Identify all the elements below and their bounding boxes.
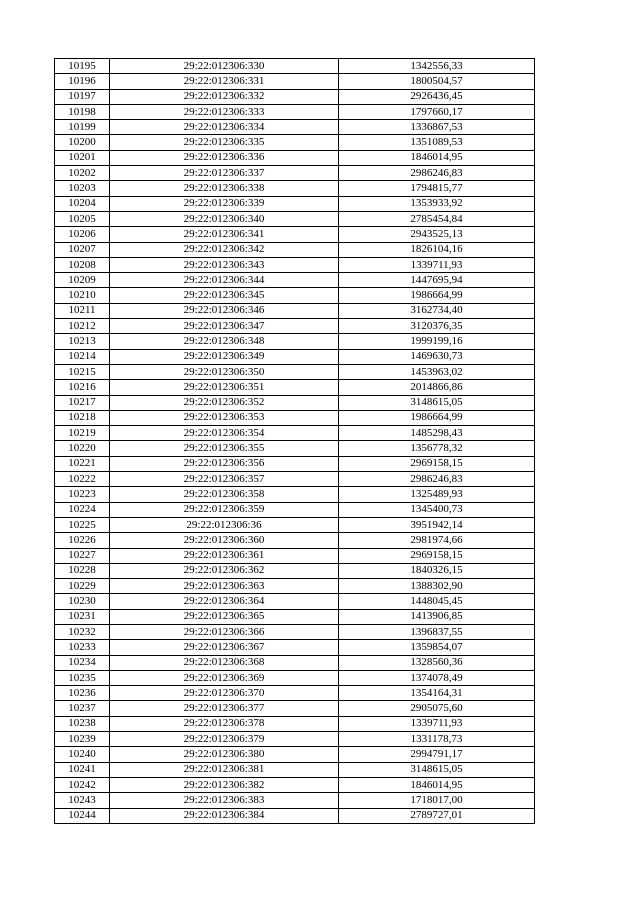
cadastral-value-cell: 1826104,16 bbox=[339, 242, 535, 257]
cadastral-value-cell: 1374078,49 bbox=[339, 670, 535, 685]
cadastral-value-cell: 1453963,02 bbox=[339, 364, 535, 379]
table-row bbox=[55, 334, 535, 349]
row-number-cell: 10207 bbox=[55, 242, 110, 257]
cadastral-number-cell: 29:22:012306:359 bbox=[110, 502, 339, 517]
table-row bbox=[55, 364, 535, 379]
cadastral-number-cell: 29:22:012306:345 bbox=[110, 288, 339, 303]
row-number-cell: 10227 bbox=[55, 548, 110, 563]
cadastral-value-cell: 1846014,95 bbox=[339, 150, 535, 165]
cadastral-number-cell: 29:22:012306:357 bbox=[110, 472, 339, 487]
cadastral-value-cell: 1396837,55 bbox=[339, 624, 535, 639]
cadastral-number-cell: 29:22:012306:379 bbox=[110, 732, 339, 747]
table-row bbox=[55, 395, 535, 410]
cadastral-value-cell: 1388302,90 bbox=[339, 579, 535, 594]
table-row bbox=[55, 594, 535, 609]
table-row bbox=[55, 670, 535, 685]
row-number-cell: 10214 bbox=[55, 349, 110, 364]
row-number-cell: 10236 bbox=[55, 686, 110, 701]
cadastral-number-cell: 29:22:012306:353 bbox=[110, 410, 339, 425]
row-number-cell: 10195 bbox=[55, 59, 110, 74]
cadastral-number-cell: 29:22:012306:332 bbox=[110, 89, 339, 104]
table-row bbox=[55, 426, 535, 441]
row-number-cell: 10240 bbox=[55, 747, 110, 762]
table-row bbox=[55, 655, 535, 670]
cadastral-number-cell: 29:22:012306:377 bbox=[110, 701, 339, 716]
cadastral-value-cell: 1328560,36 bbox=[339, 655, 535, 670]
cadastral-value-table bbox=[54, 58, 535, 824]
table-row bbox=[55, 410, 535, 425]
cadastral-number-cell: 29:22:012306:352 bbox=[110, 395, 339, 410]
cadastral-value-cell: 1342556,33 bbox=[339, 59, 535, 74]
row-number-cell: 10229 bbox=[55, 579, 110, 594]
table-row bbox=[55, 196, 535, 211]
cadastral-number-cell: 29:22:012306:346 bbox=[110, 303, 339, 318]
row-number-cell: 10231 bbox=[55, 609, 110, 624]
row-number-cell: 10221 bbox=[55, 456, 110, 471]
row-number-cell: 10235 bbox=[55, 670, 110, 685]
cadastral-value-cell: 2969158,15 bbox=[339, 456, 535, 471]
row-number-cell: 10234 bbox=[55, 655, 110, 670]
table-row bbox=[55, 609, 535, 624]
cadastral-value-cell: 2969158,15 bbox=[339, 548, 535, 563]
row-number-cell: 10223 bbox=[55, 487, 110, 502]
cadastral-number-cell: 29:22:012306:337 bbox=[110, 166, 339, 181]
row-number-cell: 10244 bbox=[55, 808, 110, 823]
table-row bbox=[55, 380, 535, 395]
row-number-cell: 10225 bbox=[55, 517, 110, 532]
cadastral-value-cell: 2981974,66 bbox=[339, 533, 535, 548]
cadastral-value-cell: 2943525,13 bbox=[339, 227, 535, 242]
cadastral-value-cell: 1339711,93 bbox=[339, 257, 535, 272]
row-number-cell: 10201 bbox=[55, 150, 110, 165]
table-row bbox=[55, 166, 535, 181]
table-row bbox=[55, 456, 535, 471]
cadastral-number-cell: 29:22:012306:340 bbox=[110, 211, 339, 226]
cadastral-number-cell: 29:22:012306:335 bbox=[110, 135, 339, 150]
row-number-cell: 10242 bbox=[55, 777, 110, 792]
row-number-cell: 10219 bbox=[55, 426, 110, 441]
table-row bbox=[55, 640, 535, 655]
cadastral-number-cell: 29:22:012306:358 bbox=[110, 487, 339, 502]
cadastral-value-cell: 2789727,01 bbox=[339, 808, 535, 823]
cadastral-value-cell: 1336867,53 bbox=[339, 120, 535, 135]
cadastral-number-cell: 29:22:012306:339 bbox=[110, 196, 339, 211]
row-number-cell: 10220 bbox=[55, 441, 110, 456]
table-row bbox=[55, 747, 535, 762]
table-row bbox=[55, 502, 535, 517]
cadastral-value-cell: 1469630,73 bbox=[339, 349, 535, 364]
table-row bbox=[55, 303, 535, 318]
table-row bbox=[55, 793, 535, 808]
row-number-cell: 10196 bbox=[55, 74, 110, 89]
cadastral-number-cell: 29:22:012306:330 bbox=[110, 59, 339, 74]
cadastral-number-cell: 29:22:012306:364 bbox=[110, 594, 339, 609]
row-number-cell: 10230 bbox=[55, 594, 110, 609]
cadastral-value-cell: 2986246,83 bbox=[339, 472, 535, 487]
row-number-cell: 10199 bbox=[55, 120, 110, 135]
row-number-cell: 10222 bbox=[55, 472, 110, 487]
cadastral-value-cell: 2785454,84 bbox=[339, 211, 535, 226]
cadastral-value-cell: 1345400,73 bbox=[339, 502, 535, 517]
cadastral-number-cell: 29:22:012306:365 bbox=[110, 609, 339, 624]
cadastral-value-cell: 1485298,43 bbox=[339, 426, 535, 441]
cadastral-number-cell: 29:22:012306:333 bbox=[110, 104, 339, 119]
cadastral-number-cell: 29:22:012306:366 bbox=[110, 624, 339, 639]
table-row bbox=[55, 563, 535, 578]
cadastral-value-cell: 2986246,83 bbox=[339, 166, 535, 181]
cadastral-value-cell: 2994791,17 bbox=[339, 747, 535, 762]
cadastral-value-cell: 1359854,07 bbox=[339, 640, 535, 655]
row-number-cell: 10202 bbox=[55, 166, 110, 181]
row-number-cell: 10208 bbox=[55, 257, 110, 272]
table-body bbox=[55, 59, 535, 824]
table-row bbox=[55, 472, 535, 487]
document-page bbox=[54, 58, 534, 824]
row-number-cell: 10209 bbox=[55, 273, 110, 288]
row-number-cell: 10226 bbox=[55, 533, 110, 548]
table-row bbox=[55, 517, 535, 532]
cadastral-number-cell: 29:22:012306:349 bbox=[110, 349, 339, 364]
cadastral-number-cell: 29:22:012306:381 bbox=[110, 762, 339, 777]
cadastral-number-cell: 29:22:012306:378 bbox=[110, 716, 339, 731]
cadastral-value-cell: 1356778,32 bbox=[339, 441, 535, 456]
cadastral-number-cell: 29:22:012306:336 bbox=[110, 150, 339, 165]
cadastral-value-cell: 1354164,31 bbox=[339, 686, 535, 701]
cadastral-value-cell: 1797660,17 bbox=[339, 104, 535, 119]
row-number-cell: 10237 bbox=[55, 701, 110, 716]
table-row bbox=[55, 273, 535, 288]
cadastral-value-cell: 1331178,73 bbox=[339, 732, 535, 747]
cadastral-number-cell: 29:22:012306:347 bbox=[110, 319, 339, 334]
cadastral-value-cell: 1718017,00 bbox=[339, 793, 535, 808]
cadastral-value-cell: 3951942,14 bbox=[339, 517, 535, 532]
table-row bbox=[55, 89, 535, 104]
row-number-cell: 10200 bbox=[55, 135, 110, 150]
row-number-cell: 10228 bbox=[55, 563, 110, 578]
row-number-cell: 10216 bbox=[55, 380, 110, 395]
cadastral-value-cell: 1846014,95 bbox=[339, 777, 535, 792]
cadastral-value-cell: 1413906,85 bbox=[339, 609, 535, 624]
cadastral-value-cell: 1800504,57 bbox=[339, 74, 535, 89]
row-number-cell: 10241 bbox=[55, 762, 110, 777]
cadastral-number-cell: 29:22:012306:363 bbox=[110, 579, 339, 594]
cadastral-number-cell: 29:22:012306:384 bbox=[110, 808, 339, 823]
cadastral-value-cell: 1447695,94 bbox=[339, 273, 535, 288]
cadastral-value-cell: 1999199,16 bbox=[339, 334, 535, 349]
cadastral-number-cell: 29:22:012306:368 bbox=[110, 655, 339, 670]
cadastral-value-cell: 3162734,40 bbox=[339, 303, 535, 318]
row-number-cell: 10233 bbox=[55, 640, 110, 655]
cadastral-number-cell: 29:22:012306:354 bbox=[110, 426, 339, 441]
cadastral-value-cell: 3148615,05 bbox=[339, 762, 535, 777]
cadastral-number-cell: 29:22:012306:334 bbox=[110, 120, 339, 135]
table-row bbox=[55, 533, 535, 548]
row-number-cell: 10224 bbox=[55, 502, 110, 517]
table-row bbox=[55, 762, 535, 777]
cadastral-number-cell: 29:22:012306:343 bbox=[110, 257, 339, 272]
cadastral-number-cell: 29:22:012306:36 bbox=[110, 517, 339, 532]
cadastral-value-cell: 2905075,60 bbox=[339, 701, 535, 716]
table-row bbox=[55, 548, 535, 563]
table-row bbox=[55, 808, 535, 823]
cadastral-number-cell: 29:22:012306:369 bbox=[110, 670, 339, 685]
row-number-cell: 10232 bbox=[55, 624, 110, 639]
table-row bbox=[55, 150, 535, 165]
row-number-cell: 10211 bbox=[55, 303, 110, 318]
cadastral-value-cell: 1986664,99 bbox=[339, 410, 535, 425]
row-number-cell: 10238 bbox=[55, 716, 110, 731]
row-number-cell: 10217 bbox=[55, 395, 110, 410]
cadastral-number-cell: 29:22:012306:367 bbox=[110, 640, 339, 655]
row-number-cell: 10210 bbox=[55, 288, 110, 303]
row-number-cell: 10206 bbox=[55, 227, 110, 242]
table-row bbox=[55, 120, 535, 135]
table-row bbox=[55, 242, 535, 257]
row-number-cell: 10239 bbox=[55, 732, 110, 747]
row-number-cell: 10213 bbox=[55, 334, 110, 349]
cadastral-value-cell: 2014866,86 bbox=[339, 380, 535, 395]
row-number-cell: 10205 bbox=[55, 211, 110, 226]
row-number-cell: 10198 bbox=[55, 104, 110, 119]
table-row bbox=[55, 74, 535, 89]
table-row bbox=[55, 59, 535, 74]
cadastral-number-cell: 29:22:012306:350 bbox=[110, 364, 339, 379]
table-row bbox=[55, 732, 535, 747]
row-number-cell: 10197 bbox=[55, 89, 110, 104]
cadastral-number-cell: 29:22:012306:331 bbox=[110, 74, 339, 89]
cadastral-number-cell: 29:22:012306:370 bbox=[110, 686, 339, 701]
cadastral-number-cell: 29:22:012306:362 bbox=[110, 563, 339, 578]
cadastral-value-cell: 1353933,92 bbox=[339, 196, 535, 211]
table-row bbox=[55, 777, 535, 792]
table-row bbox=[55, 579, 535, 594]
table-row bbox=[55, 227, 535, 242]
row-number-cell: 10215 bbox=[55, 364, 110, 379]
cadastral-number-cell: 29:22:012306:348 bbox=[110, 334, 339, 349]
row-number-cell: 10218 bbox=[55, 410, 110, 425]
cadastral-value-cell: 3148615,05 bbox=[339, 395, 535, 410]
cadastral-number-cell: 29:22:012306:355 bbox=[110, 441, 339, 456]
cadastral-value-cell: 1351089,53 bbox=[339, 135, 535, 150]
cadastral-number-cell: 29:22:012306:342 bbox=[110, 242, 339, 257]
table-row bbox=[55, 441, 535, 456]
cadastral-number-cell: 29:22:012306:338 bbox=[110, 181, 339, 196]
cadastral-value-cell: 1339711,93 bbox=[339, 716, 535, 731]
cadastral-value-cell: 1840326,15 bbox=[339, 563, 535, 578]
table-row bbox=[55, 135, 535, 150]
table-row bbox=[55, 686, 535, 701]
cadastral-value-cell: 2926436,45 bbox=[339, 89, 535, 104]
cadastral-value-cell: 1794815,77 bbox=[339, 181, 535, 196]
row-number-cell: 10212 bbox=[55, 319, 110, 334]
cadastral-number-cell: 29:22:012306:356 bbox=[110, 456, 339, 471]
cadastral-number-cell: 29:22:012306:382 bbox=[110, 777, 339, 792]
cadastral-number-cell: 29:22:012306:341 bbox=[110, 227, 339, 242]
cadastral-value-cell: 1448045,45 bbox=[339, 594, 535, 609]
table-row bbox=[55, 349, 535, 364]
cadastral-number-cell: 29:22:012306:360 bbox=[110, 533, 339, 548]
table-row bbox=[55, 487, 535, 502]
table-row bbox=[55, 701, 535, 716]
table-row bbox=[55, 288, 535, 303]
cadastral-number-cell: 29:22:012306:361 bbox=[110, 548, 339, 563]
table-row bbox=[55, 624, 535, 639]
cadastral-value-cell: 1325489,93 bbox=[339, 487, 535, 502]
row-number-cell: 10204 bbox=[55, 196, 110, 211]
cadastral-number-cell: 29:22:012306:383 bbox=[110, 793, 339, 808]
cadastral-number-cell: 29:22:012306:380 bbox=[110, 747, 339, 762]
row-number-cell: 10203 bbox=[55, 181, 110, 196]
table-row bbox=[55, 319, 535, 334]
table-row bbox=[55, 716, 535, 731]
table-row bbox=[55, 211, 535, 226]
row-number-cell: 10243 bbox=[55, 793, 110, 808]
table-row bbox=[55, 181, 535, 196]
table-row bbox=[55, 104, 535, 119]
cadastral-value-cell: 3120376,35 bbox=[339, 319, 535, 334]
cadastral-number-cell: 29:22:012306:344 bbox=[110, 273, 339, 288]
cadastral-number-cell: 29:22:012306:351 bbox=[110, 380, 339, 395]
cadastral-value-cell: 1986664,99 bbox=[339, 288, 535, 303]
table-row bbox=[55, 257, 535, 272]
